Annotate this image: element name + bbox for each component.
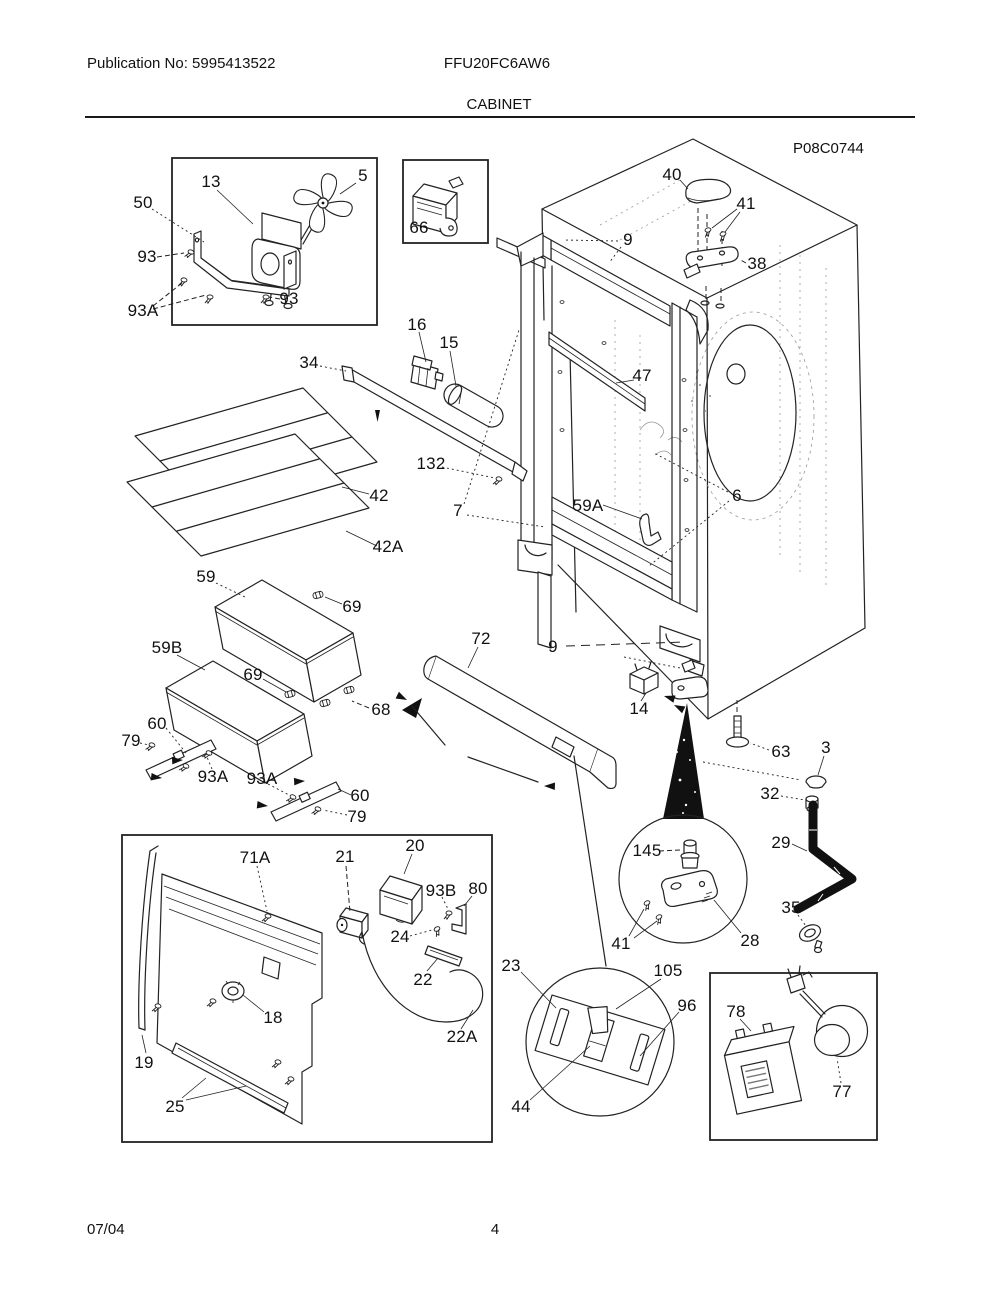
footer-page-number: 4 [490, 1221, 500, 1238]
callout-93a: 93A [246, 769, 278, 788]
wire-shelves [127, 388, 377, 556]
bottom-hinge-bracket [672, 677, 708, 699]
callout-22a: 22A [446, 1027, 478, 1046]
callout-44: 44 [511, 1097, 531, 1116]
callout-7: 7 [453, 501, 463, 520]
callout-105: 105 [653, 961, 683, 980]
callout-9: 9 [623, 230, 633, 249]
callout-59b: 59B [151, 638, 183, 657]
callout-79: 79 [121, 731, 141, 750]
thermostat-box [710, 966, 877, 1140]
callout-32: 32 [760, 784, 780, 803]
callout-50: 50 [133, 193, 153, 212]
cabinet-shell [542, 139, 865, 719]
callout-93: 93 [279, 289, 299, 308]
callout-15: 15 [439, 333, 459, 352]
callout-3: 3 [821, 738, 831, 757]
callout-59: 59 [196, 567, 216, 586]
top-breaker-strip [551, 240, 670, 326]
basket-clip-69 [312, 591, 323, 599]
callout-35: 35 [781, 898, 801, 917]
callout-69: 69 [342, 597, 362, 616]
callout-21: 21 [335, 847, 355, 866]
defrost-switch-14 [630, 662, 658, 694]
model-number: FFU20FC6AW6 [443, 55, 551, 72]
callout-18: 18 [263, 1008, 283, 1027]
kickplate-group [395, 656, 616, 966]
callout-93: 93 [137, 247, 157, 266]
callout-6: 6 [732, 486, 742, 505]
callout-42: 42 [369, 486, 389, 505]
callout-9: 9 [548, 637, 558, 656]
callout-16: 16 [407, 315, 427, 334]
callout-66: 66 [409, 218, 429, 237]
hole-cap-3 [806, 776, 826, 788]
callout-29: 29 [771, 833, 791, 852]
mid-rail-47 [549, 332, 645, 411]
callout-38: 38 [747, 254, 767, 273]
callout-96: 96 [677, 996, 697, 1015]
callout-23: 23 [501, 956, 521, 975]
callout-68: 68 [371, 700, 391, 719]
clamp-22 [425, 946, 462, 966]
shelf-hook-59a [640, 514, 661, 545]
callout-47: 47 [632, 366, 652, 385]
callout-79: 79 [347, 807, 367, 826]
callout-69: 69 [243, 665, 263, 684]
callout-63: 63 [771, 742, 791, 761]
top-hinge-group [684, 179, 738, 308]
plug-button-145 [681, 840, 699, 868]
callout-93b: 93B [425, 881, 457, 900]
basket-clip-68 [319, 699, 330, 707]
callout-14: 14 [629, 699, 649, 718]
callout-41: 41 [611, 934, 631, 953]
callout-13: 13 [201, 172, 221, 191]
switch-detail-circle [526, 968, 674, 1116]
drain-hose-29 [798, 805, 852, 909]
trim-strip-19 [139, 846, 158, 1030]
fan-blade-5 [292, 172, 353, 233]
bracket-80 [452, 904, 466, 934]
detail-pointer-cone [663, 703, 704, 819]
callout-40: 40 [662, 165, 682, 184]
callout-59a: 59A [572, 496, 604, 515]
callout-19: 19 [134, 1053, 154, 1072]
fan-recess [704, 325, 796, 501]
publication-number: Publication No: 5995413522 [87, 55, 276, 72]
callout-22: 22 [413, 970, 433, 989]
callout-78: 78 [726, 1002, 746, 1021]
callout-80: 80 [468, 879, 488, 898]
diagram-id: P08C0744 [793, 140, 864, 157]
footer-date: 07/04 [87, 1221, 125, 1238]
section-title: CABINET [466, 96, 532, 113]
callout-72: 72 [471, 629, 491, 648]
callout-42a: 42A [372, 537, 404, 556]
hinge-plate-28 [662, 871, 718, 907]
callout-20: 20 [405, 836, 425, 855]
callout-132: 132 [416, 454, 446, 473]
callout-34: 34 [299, 353, 319, 372]
control-cover-20 [380, 876, 422, 924]
callout-25: 25 [165, 1097, 185, 1116]
bottom-front-group [630, 660, 852, 953]
callout-28: 28 [740, 931, 760, 950]
callout-41: 41 [736, 194, 756, 213]
control-21 [337, 908, 368, 938]
thermostat-cover-78 [720, 1019, 809, 1115]
knob-77 [787, 966, 868, 1057]
callout-93a: 93A [197, 767, 229, 786]
basket-clip-68 [343, 686, 354, 694]
freezer-liner [497, 233, 708, 676]
callout-71a: 71A [239, 848, 271, 867]
basket-clip-69 [284, 690, 295, 698]
hinge-detail-circle [619, 815, 747, 943]
kickplate-72 [428, 656, 598, 772]
callout-77: 77 [832, 1082, 852, 1101]
callout-60: 60 [147, 714, 167, 733]
callout-145: 145 [632, 841, 662, 860]
callout-5: 5 [358, 166, 368, 185]
callout-60: 60 [350, 786, 370, 805]
hose-clamp-35 [797, 922, 823, 953]
callout-93a: 93A [127, 301, 159, 320]
callout-24: 24 [390, 927, 410, 946]
